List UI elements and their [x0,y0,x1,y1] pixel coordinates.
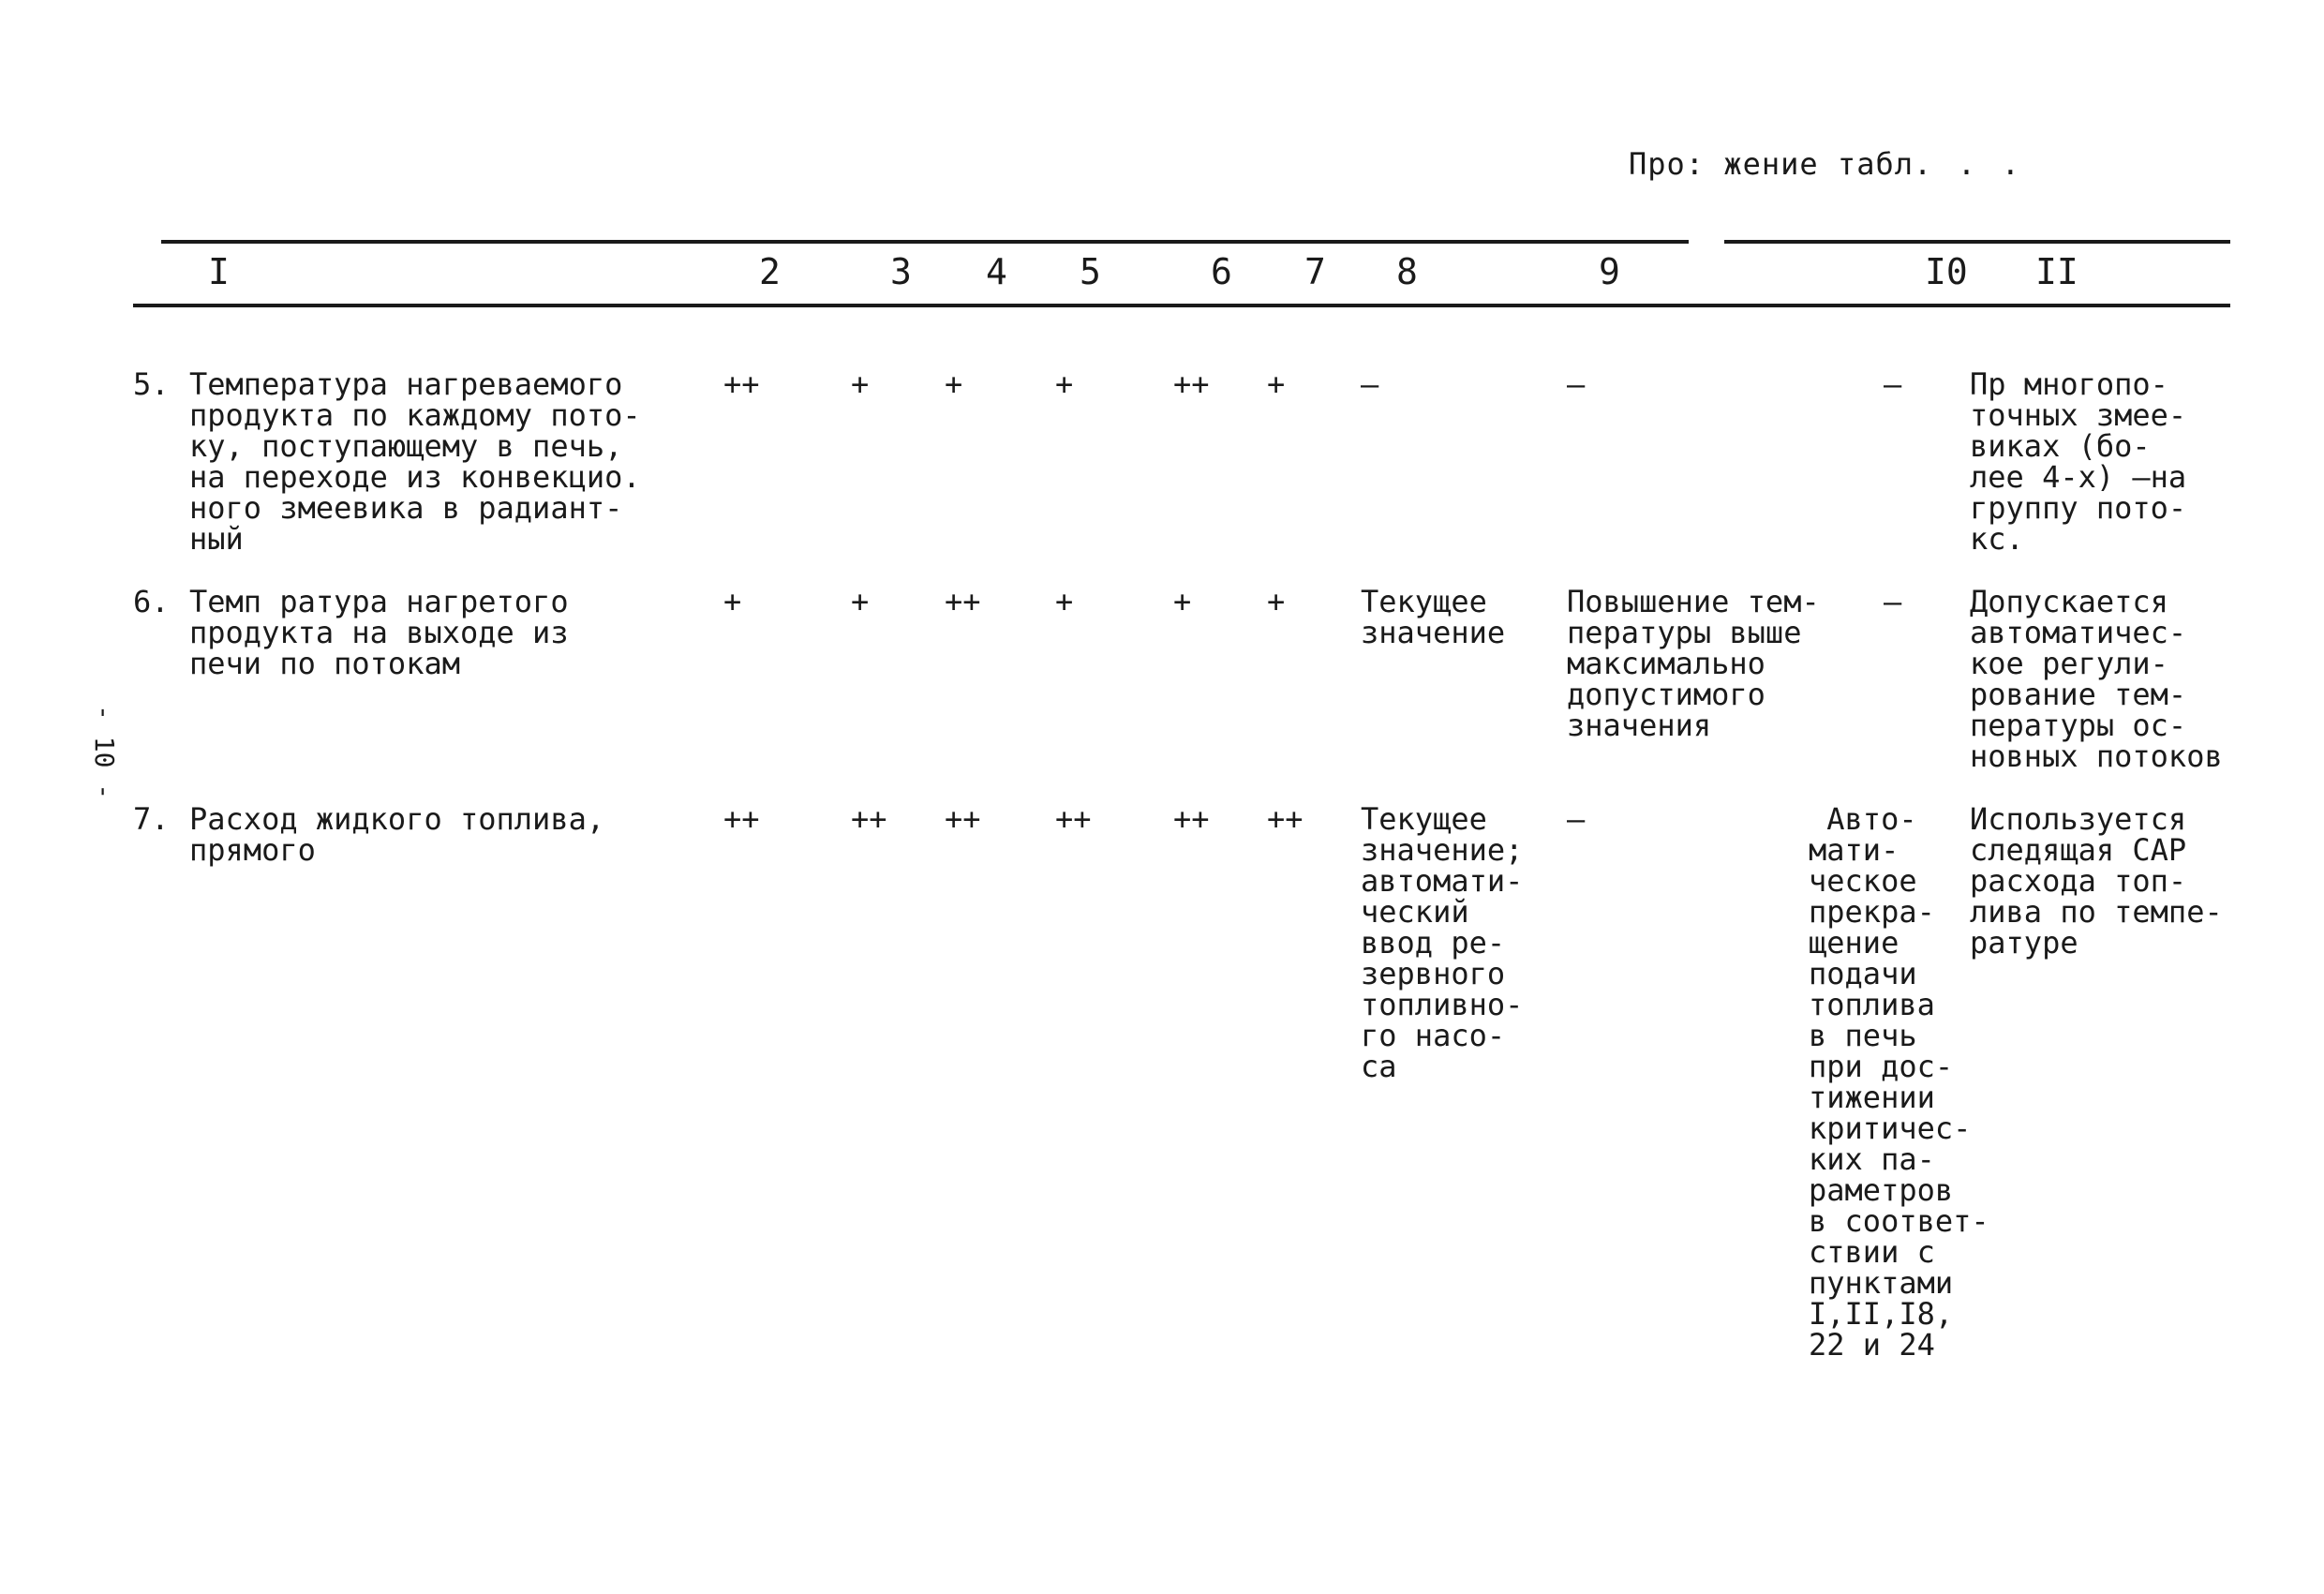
header-col-5: 5 [1080,251,1101,292]
row-parameter: Температура нагреваемого продукта по каждому пото- ку, поступающему в печь, на переходе из конвекцио. ного змеевика в радиант- ный [189,366,641,557]
row-number: 5. [133,366,170,402]
cell-col-8: Текущее значение; автомати- ческий ввод ре- зервного топливно- го насо- са [1361,801,1524,1084]
header-top-rule [161,240,1689,244]
row-number: 7. [133,801,170,837]
cell-col-8: Текущее значение [1361,584,1506,650]
table-caption: Про: жение табл... [1629,146,2020,182]
header-col-11: II [2035,251,2078,292]
cell-col-3: + [851,584,870,619]
cell-col-7: ++ [1267,801,1304,837]
cell-col-7: + [1267,584,1286,619]
header-col-10: I0 [1925,251,1968,292]
cell-col-3: ++ [851,801,887,837]
header-top-rule-right [1724,240,2230,244]
cell-col-5: + [1055,366,1074,402]
header-col-6: 6 [1211,251,1232,292]
cell-col-8: – [1361,366,1379,402]
cell-col-5: + [1055,584,1074,619]
cell-col-10: – [1884,366,1902,402]
cell-col-2: ++ [723,366,760,402]
header-col-1: I [208,251,230,292]
row-parameter: Темп ратура нагретого продукта на выходе из печи по потокам [189,584,569,681]
cell-col-4: + [945,366,963,402]
header-col-7: 7 [1304,251,1326,292]
header-bottom-rule [133,304,2230,307]
header-col-9: 9 [1599,251,1620,292]
cell-col-9: Повышение тем- пературы выше максимально допустимого значения [1567,584,1820,743]
cell-col-10: – [1884,584,1902,619]
header-col-4: 4 [986,251,1007,292]
cell-col-9: – [1567,366,1586,402]
row-parameter: Расход жидкого топлива, прямого [189,801,605,868]
cell-col-3: + [851,366,870,402]
cell-col-6: + [1173,584,1192,619]
cell-col-4: ++ [945,584,981,619]
cell-col-9: – [1567,801,1586,837]
cell-col-2: + [723,584,742,619]
page-number: - 10 - [89,705,120,800]
cell-col-6: ++ [1173,801,1210,837]
cell-col-11: Пр многопо- точных змее- виках (бо- лее 4-х) –на группу пото- кс. [1970,366,2187,557]
cell-col-5: ++ [1055,801,1092,837]
cell-col-10: Авто- мати- ческое прекра- щение подачи топлива в печь при дос- тижении критичес- ких па- раметров в соответ- ствии с пунктами I,II,I8, 22 и 24 [1809,801,1989,1363]
header-col-3: 3 [890,251,912,292]
header-col-8: 8 [1396,251,1418,292]
cell-col-11: Используется следящая САР расхода топ- лива по темпе- ратуре [1970,801,2223,961]
cell-col-11: Допускается автоматичес- кое регули- рование тем- пературы ос- новных потоков [1970,584,2223,774]
header-col-2: 2 [759,251,781,292]
cell-col-4: ++ [945,801,981,837]
cell-col-2: ++ [723,801,760,837]
row-number: 6. [133,584,170,619]
cell-col-7: + [1267,366,1286,402]
cell-col-6: ++ [1173,366,1210,402]
